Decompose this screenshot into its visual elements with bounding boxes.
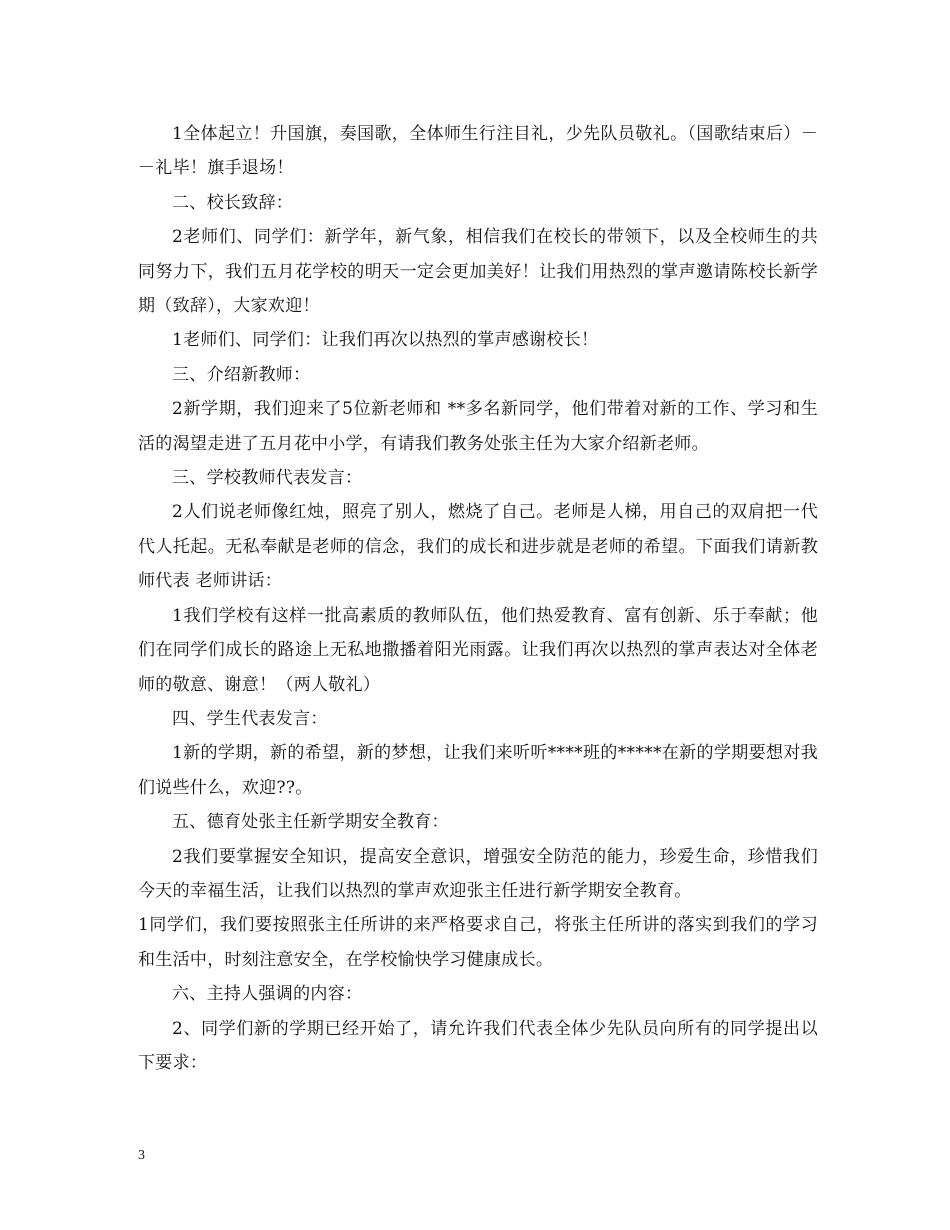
section-heading-student-representative: 四、学生代表发言：: [172, 708, 328, 729]
document-body: [138, 117, 818, 1080]
paragraph-1: 1全体起立！升国旗，奏国歌，全体师生行注目礼，少先队员敬礼。（国歌结束后）－－礼毕！旗手退场！: [138, 124, 818, 179]
paragraph-4: 1老师们、同学们：让我们再次以热烈的掌声感谢校长！: [172, 330, 599, 351]
page-number: 3: [138, 1148, 145, 1163]
paragraph-3: 2老师们、同学们：新学年，新气象，相信我们在校长的带领下，以及全校师生的共同努力下，我们五月花学校的明天一定会更加美好！让我们用热烈的掌声邀请陈校长新学期（致辞），大家欢迎！: [138, 227, 818, 317]
paragraph-8: 2人们说老师像红烛，照亮了别人，燃烧了自己。老师是人梯，用自己的双肩把一代代人托起。无私奉献是老师的信念，我们的成长和进步就是老师的希望。下面我们请新教师代表 老师讲话：: [138, 502, 818, 592]
section-heading-host-emphasis: 六、主持人强调的内容：: [172, 984, 363, 1005]
paragraph-11: 1新的学期，新的希望，新的梦想，让我们来听听****班的*****在新的学期要想对我们说些什么，欢迎??。: [138, 743, 818, 798]
section-heading-teacher-representative: 三、学校教师代表发言：: [172, 468, 363, 489]
paragraph-14: 1同学们，我们要按照张主任所讲的来严格要求自己，将张主任所讲的落实到我们的学习和生活中，时刻注意安全，在学校愉快学习健康成长。: [138, 915, 818, 970]
paragraph-16: 2、同学们新的学期已经开始了，请允许我们代表全体少先队员向所有的同学提出以下要求：: [138, 1018, 818, 1073]
section-heading-principal-speech: 二、校长致辞：: [172, 192, 294, 213]
section-heading-safety-education: 五、德育处张主任新学期安全教育：: [172, 812, 449, 833]
section-heading-new-teachers: 三、介绍新教师：: [172, 364, 311, 385]
paragraph-13: 2我们要掌握安全知识，提高安全意识，增强安全防范的能力，珍爱生命，珍惜我们今天的幸福生活，让我们以热烈的掌声欢迎张主任进行新学期安全教育。: [138, 846, 818, 901]
paragraph-6: 2新学期，我们迎来了5位新老师和 **多名新同学，他们带着对新的工作、学习和生活的渴望走进了五月花中小学，有请我们教务处张主任为大家介绍新老师。: [138, 399, 818, 454]
paragraph-9: 1我们学校有这样一批高素质的教师队伍，他们热爱教育、富有创新、乐于奉献；他们在同学们成长的路途上无私地撒播着阳光雨露。让我们再次以热烈的掌声表达对全体老师的敬意、谢意！（两人敬礼）: [138, 605, 818, 695]
